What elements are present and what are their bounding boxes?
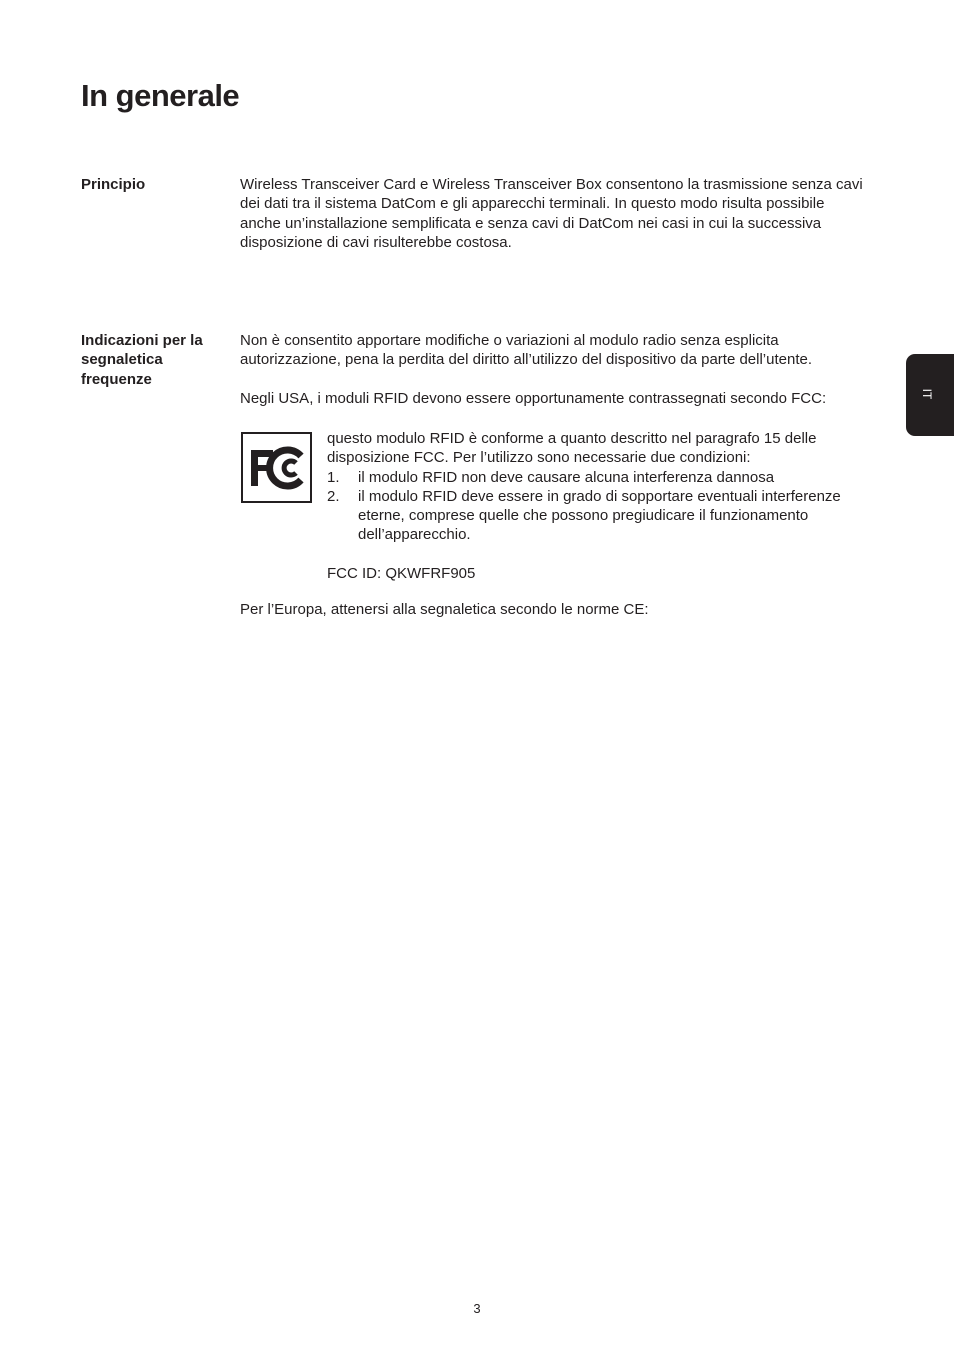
list-number: 1.: [327, 468, 340, 486]
fcc-logo-icon: [241, 432, 312, 503]
section-label-indicazioni: Indicazioni per la segnaletica frequenze: [81, 332, 203, 388]
fcc-conditions-block: [327, 429, 887, 583]
fcc-intro: questo modulo RFID è conforme a quanto descritto nel paragrafo 15 delle disposizione FCC. Per l’utilizzo sono necessarie due condizioni:: [327, 430, 817, 467]
indicazioni-paragraph-2: Negli USA, i moduli RFID devono essere opportunamente contrassegnati secondo FCC:: [240, 390, 827, 407]
list-item: [327, 487, 887, 545]
list-item: [327, 468, 887, 487]
indicazioni-paragraph-1: Non è consentito apportare modifiche o variazioni al modulo radio senza esplicita autorizzazione, pena la perdita del diritto all’utilizzo del dispositivo da parte dell’utente.: [240, 332, 813, 369]
principio-text: Wireless Transceiver Card e Wireless Transceiver Box consentono la trasmissione senza cavi dei dati tra il sistema DatCom e gli apparecchi terminali. In questo modo risulta possibile anche un’installazione semplificata e senza cavi di DatCom nei casi in cui la successiva disposizione di cavi risulterebbe costosa.: [240, 176, 863, 251]
language-tab: [906, 354, 954, 436]
page-title: In generale: [81, 78, 240, 113]
page-number: 3: [473, 1301, 481, 1316]
language-tab-label: IT: [920, 388, 934, 400]
list-text: il modulo RFID non deve causare alcuna interferenza dannosa: [358, 468, 775, 486]
section-label-principio: Principio: [81, 176, 146, 193]
list-text: il modulo RFID deve essere in grado di sopportare eventuali interferenze eterne, comprese quelle che possono pregiudicare il funzionamento dell’apparecchio.: [358, 487, 841, 544]
fcc-id: FCC ID: QKWFRF905: [327, 564, 476, 582]
list-number: 2.: [327, 487, 340, 505]
indicazioni-paragraph-3: Per l’Europa, attenersi alla segnaletica secondo le norme CE:: [240, 601, 649, 618]
